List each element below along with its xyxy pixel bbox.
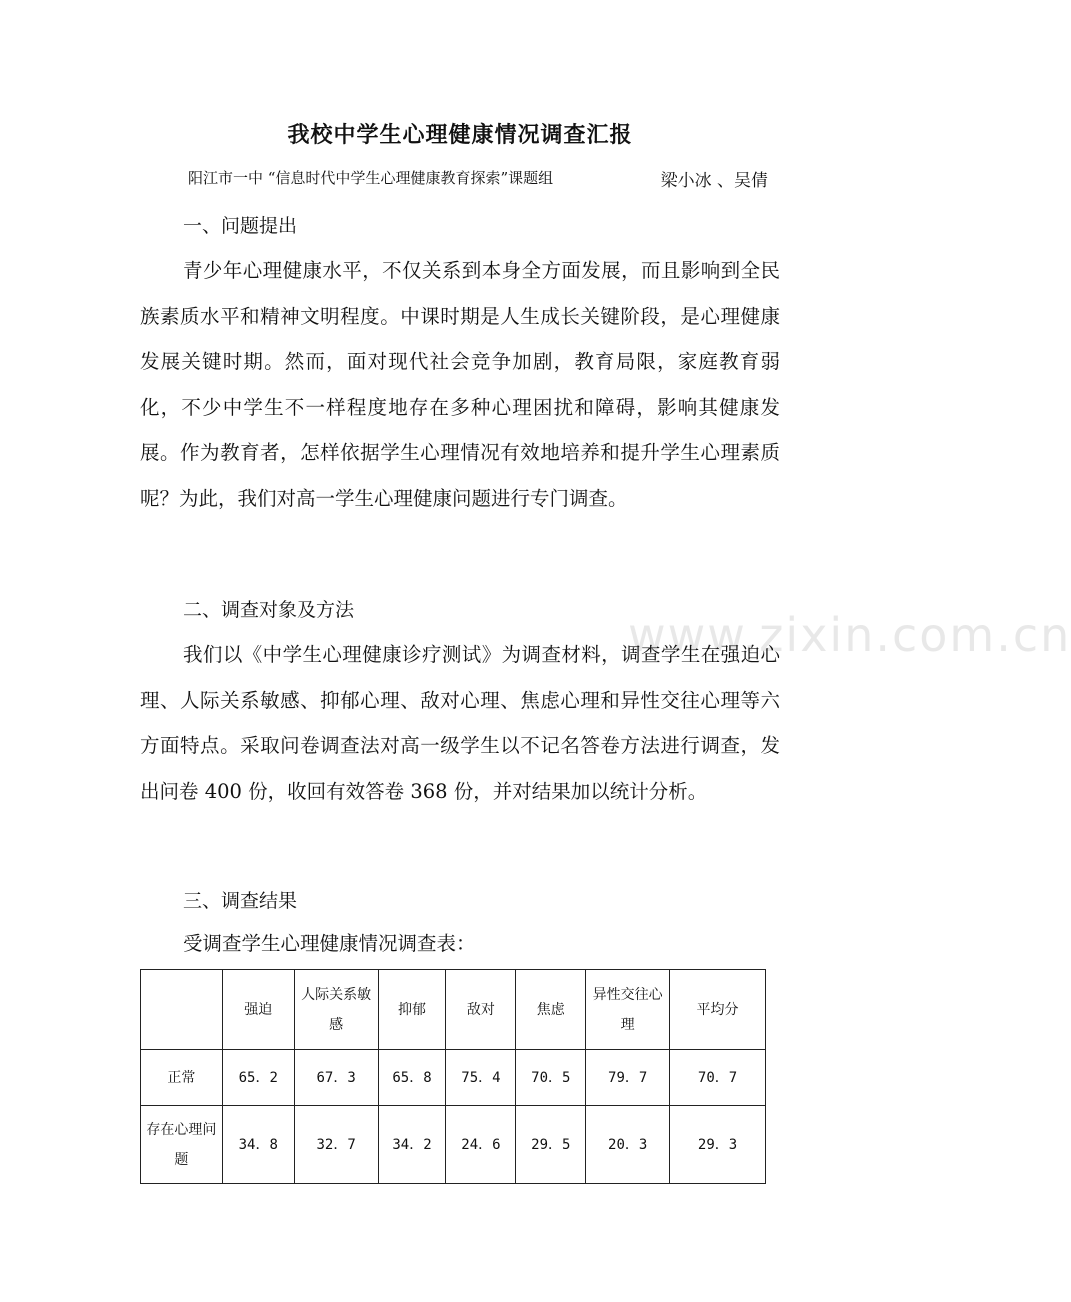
header-cell: 敌对 xyxy=(446,970,516,1050)
row-label: 存在心理问题 xyxy=(141,1106,223,1184)
section-1-body: 青少年心理健康水平，不仅关系到本身全方面发展，而且影响到全民族素质水平和精神文明程度。中课时期是人生成长关键阶段，是心理健康发展关键时期。然而，面对现代社会竞争加剧，教育局限，家庭教育弱化，不少中学生不一样程度地存在多种心理困扰和障碍，影响其健康发展。作为教育者，怎样依据学生心理情况有效地培养和提升学生心理素质呢？为此，我们对高一学生心理健康问题进行专门调查。 xyxy=(140,259,780,510)
header-cell: 人际关系敏感 xyxy=(294,970,378,1050)
table-header-row xyxy=(141,970,766,1050)
research-group: 阳江市一中 “信息时代中学生心理健康教育探索”课题组 xyxy=(188,169,554,187)
section-1-heading: 一、问题提出 xyxy=(183,215,298,237)
table-row xyxy=(141,1050,766,1106)
section-3-heading: 三、调查结果 xyxy=(183,890,298,912)
table-cell: 29．5 xyxy=(516,1106,586,1184)
header-cell: 异性交往心理 xyxy=(586,970,670,1050)
survey-table xyxy=(140,969,766,1184)
header-cell: 平均分 xyxy=(670,970,766,1050)
header-cell: 抑郁 xyxy=(378,970,446,1050)
row-label: 正常 xyxy=(141,1050,223,1106)
table-cell: 32．7 xyxy=(294,1106,378,1184)
table-cell: 79．7 xyxy=(586,1050,670,1106)
subtitle xyxy=(188,167,768,191)
table-cell: 34．8 xyxy=(222,1106,294,1184)
header-cell: 强迫 xyxy=(222,970,294,1050)
header-cell-empty xyxy=(141,970,223,1050)
watermark: www.zixin.com.cn xyxy=(628,608,1071,662)
table-row xyxy=(141,1106,766,1184)
section-2-body: 我们以《中学生心理健康诊疗测试》为调查材料，调查学生在强迫心理、人际关系敏感、抑郁心理、敌对心理、焦虑心理和异性交往心理等六方面特点。采取问卷调查法对高一级学生以不记名答卷方法进行调查，发出问卷 400 份，收回有效答卷 368 份，并对结果加以统计分析。 xyxy=(140,643,780,803)
table-cell: 75．4 xyxy=(446,1050,516,1106)
table-cell: 24．6 xyxy=(446,1106,516,1184)
page-title: 我校中学生心理健康情况调查汇报 xyxy=(287,122,633,148)
table-caption: 受调查学生心理健康情况调查表： xyxy=(183,932,476,955)
header-cell: 焦虑 xyxy=(516,970,586,1050)
table-cell: 20．3 xyxy=(586,1106,670,1184)
table-cell: 70．5 xyxy=(516,1050,586,1106)
table-cell: 34．2 xyxy=(378,1106,446,1184)
table-cell: 67．3 xyxy=(294,1050,378,1106)
section-2-heading: 二、调查对象及方法 xyxy=(183,599,355,621)
table-cell: 29．3 xyxy=(670,1106,766,1184)
table-cell: 65．2 xyxy=(222,1050,294,1106)
authors: 梁小冰 、吴倩 xyxy=(660,171,768,191)
table-cell: 65．8 xyxy=(378,1050,446,1106)
table-cell: 70．7 xyxy=(670,1050,766,1106)
